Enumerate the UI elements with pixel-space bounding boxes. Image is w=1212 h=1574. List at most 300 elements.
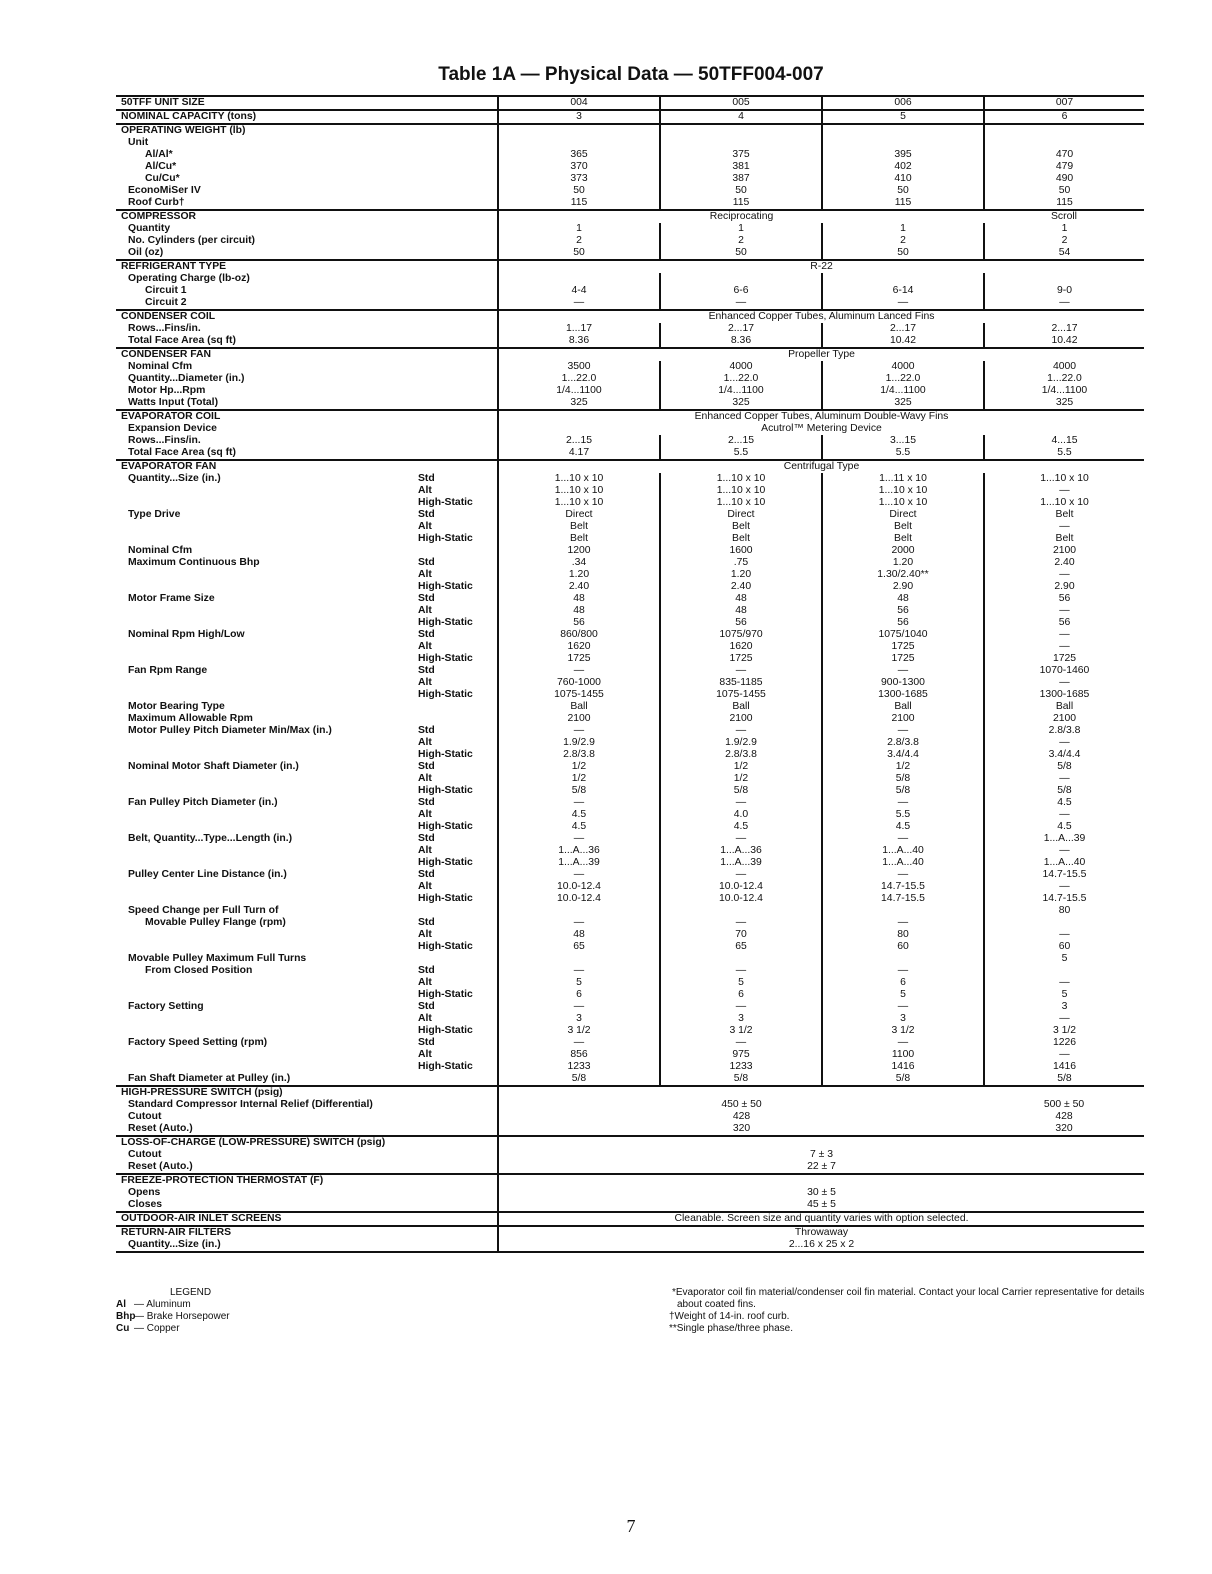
value-cell: 1/2 bbox=[822, 761, 984, 773]
row-label bbox=[116, 1111, 498, 1123]
value-cell: 48 bbox=[573, 605, 585, 616]
high-pressure-switch-group bbox=[116, 1086, 1144, 1136]
table-row bbox=[116, 197, 1144, 210]
row-label bbox=[116, 235, 498, 247]
span-value: 45 ± 5 bbox=[807, 1199, 836, 1210]
value-cell: 2.40 bbox=[984, 557, 1144, 569]
value-cell: 4.5 bbox=[571, 809, 587, 820]
variant-label: Alt bbox=[418, 845, 498, 857]
variant-label bbox=[418, 953, 498, 965]
variant-label: Std bbox=[418, 665, 498, 677]
value-cell: 2.8/3.8 bbox=[822, 737, 984, 749]
value-cell: Direct bbox=[822, 509, 984, 521]
value-cell: — bbox=[573, 917, 585, 928]
value-cell: 50 bbox=[822, 247, 984, 260]
value-cell: 1 bbox=[660, 223, 822, 235]
table-row bbox=[116, 713, 1144, 725]
value-cell: 5/8 bbox=[822, 1073, 984, 1086]
operating-weight-group bbox=[116, 124, 1144, 210]
row-label-text: Nominal Rpm High/Low bbox=[128, 629, 245, 640]
value-cell: 1070-1460 bbox=[984, 665, 1144, 677]
value-cell: 54 bbox=[984, 247, 1144, 260]
row-label bbox=[116, 809, 418, 821]
variant-label: Std bbox=[418, 557, 498, 569]
table-row bbox=[116, 1149, 1144, 1161]
row-label-text: Movable Pulley Flange (rpm) bbox=[145, 917, 286, 928]
value-cell: 115 bbox=[570, 197, 588, 208]
empty-cell bbox=[822, 273, 984, 285]
table-row bbox=[116, 297, 1144, 310]
value-cell: — bbox=[660, 965, 822, 977]
value-cell: 56 bbox=[660, 617, 822, 629]
value-cell: 370 bbox=[570, 161, 588, 172]
value-cell: 115 bbox=[984, 197, 1144, 210]
value-cell: 2.8/3.8 bbox=[563, 749, 595, 760]
row-label bbox=[116, 247, 498, 260]
row-label-text: Standard Compressor Internal Relief (Differential) bbox=[128, 1099, 373, 1110]
value-cell: 2100 bbox=[984, 545, 1144, 557]
row-label-text: Motor Hp...Rpm bbox=[128, 385, 206, 396]
table-row bbox=[116, 641, 1144, 653]
value-cell: 50 bbox=[822, 185, 984, 197]
value-cell: 4.5 bbox=[984, 821, 1144, 833]
value-cell: — bbox=[660, 797, 822, 809]
row-label-text: Cu/Cu* bbox=[145, 173, 180, 184]
value-cell: — bbox=[984, 809, 1144, 821]
table-row bbox=[116, 521, 1144, 533]
section-heading bbox=[116, 1086, 498, 1099]
value-cell: 4000 bbox=[660, 361, 822, 373]
compressor-type-007: Scroll bbox=[984, 210, 1144, 223]
row-label-text: OUTDOOR-AIR INLET SCREENS bbox=[121, 1213, 282, 1224]
compressor-group bbox=[116, 210, 1144, 260]
value-cell: Belt bbox=[660, 533, 822, 545]
variant-label: Std bbox=[418, 761, 498, 773]
section-row bbox=[116, 210, 1144, 223]
value-cell: 2 bbox=[576, 235, 582, 246]
row-label-text: EconoMiSer IV bbox=[128, 185, 201, 196]
value-cell: 975 bbox=[660, 1049, 822, 1061]
value-cell: 4.5 bbox=[822, 821, 984, 833]
value-cell: 1...10 x 10 bbox=[660, 485, 822, 497]
value-cell: — bbox=[660, 833, 822, 845]
legend-item bbox=[116, 1323, 230, 1335]
row-label bbox=[116, 833, 418, 845]
row-label-text: Oil (oz) bbox=[128, 247, 164, 258]
unit-size-label bbox=[116, 96, 498, 110]
row-label bbox=[116, 569, 418, 581]
row-label-text: Fan Rpm Range bbox=[128, 665, 208, 676]
row-label bbox=[116, 1061, 418, 1073]
value-cell: 1725 bbox=[567, 653, 591, 664]
row-label bbox=[116, 965, 418, 977]
row-label bbox=[116, 285, 498, 297]
value-cell: 56 bbox=[984, 593, 1144, 605]
variant-label: High-Static bbox=[418, 893, 498, 905]
value-cell: 387 bbox=[660, 173, 822, 185]
value-cell: 5 bbox=[576, 977, 582, 988]
value-cell: 6 bbox=[660, 989, 822, 1001]
span-value: Acutrol™ Metering Device bbox=[761, 423, 882, 434]
table-row bbox=[116, 557, 1144, 569]
value-cell: 3500 bbox=[567, 361, 591, 372]
value-cell: — bbox=[573, 1037, 585, 1048]
value-cell: 4000 bbox=[822, 361, 984, 373]
table-row bbox=[116, 1123, 1144, 1136]
value-cell: 2...15 bbox=[566, 435, 592, 446]
row-label-text: Cutout bbox=[128, 1149, 162, 1160]
table-row bbox=[116, 161, 1144, 173]
row-label-text: Motor Frame Size bbox=[128, 593, 215, 604]
row-label bbox=[116, 605, 418, 617]
value-cell bbox=[984, 917, 1144, 929]
value-cell bbox=[498, 953, 660, 965]
row-label-text: Fan Shaft Diameter at Pulley (in.) bbox=[128, 1073, 291, 1084]
table-row bbox=[116, 761, 1144, 773]
value-cell: 3 bbox=[660, 1013, 822, 1025]
row-label bbox=[116, 373, 498, 385]
capacity-group bbox=[116, 110, 1144, 124]
value-cell: — bbox=[660, 1001, 822, 1013]
row-label-text: REFRIGERANT TYPE bbox=[121, 261, 227, 272]
value-cell: 1233 bbox=[567, 1061, 591, 1072]
span-value: 30 ± 5 bbox=[807, 1187, 836, 1198]
row-label-text: Al/Cu* bbox=[145, 161, 177, 172]
value-cell: — bbox=[984, 485, 1144, 497]
section-row bbox=[116, 260, 1144, 273]
row-label bbox=[116, 110, 498, 124]
value-cell: — bbox=[822, 725, 984, 737]
table-row bbox=[116, 665, 1144, 677]
row-label-text: Rows...Fins/in. bbox=[128, 323, 201, 334]
value-cell: 5/8 bbox=[660, 1073, 822, 1086]
legend-title: LEGEND bbox=[170, 1287, 212, 1298]
row-label bbox=[116, 1049, 418, 1061]
value-cell: 402 bbox=[822, 161, 984, 173]
empty-cell bbox=[498, 137, 660, 149]
row-label bbox=[116, 749, 418, 761]
row-label bbox=[116, 641, 418, 653]
value-cell: 10.0-12.4 bbox=[557, 881, 601, 892]
value-cell: 2100 bbox=[660, 713, 822, 725]
row-label bbox=[116, 447, 498, 460]
section-heading bbox=[116, 410, 498, 423]
table-row bbox=[116, 905, 1144, 917]
value-cell: 490 bbox=[984, 173, 1144, 185]
row-label-text: Fan Pulley Pitch Diameter (in.) bbox=[128, 797, 278, 808]
empty-cell bbox=[822, 137, 984, 149]
section-heading bbox=[116, 1136, 498, 1149]
row-label bbox=[116, 297, 498, 310]
variant-label: Std bbox=[418, 833, 498, 845]
value-cell: — bbox=[822, 965, 984, 977]
value-cell: 56 bbox=[984, 617, 1144, 629]
value-cell: 65 bbox=[573, 941, 585, 952]
value-cell: 410 bbox=[822, 173, 984, 185]
section-row bbox=[116, 1174, 1144, 1187]
table-row bbox=[116, 497, 1144, 509]
value-cell: 60 bbox=[822, 941, 984, 953]
value-cell: — bbox=[660, 1037, 822, 1049]
row-label bbox=[116, 185, 498, 197]
row-label bbox=[116, 1239, 498, 1252]
row-label-text: Nominal Cfm bbox=[128, 545, 193, 556]
value-cell: 1300-1685 bbox=[984, 689, 1144, 701]
value-cell: 3...15 bbox=[822, 435, 984, 447]
row-label bbox=[116, 173, 498, 185]
row-label bbox=[116, 1013, 418, 1025]
value-cell: 2.90 bbox=[822, 581, 984, 593]
value-cell: 1...10 x 10 bbox=[554, 485, 604, 496]
value-cell bbox=[660, 905, 822, 917]
value-cell: 14.7-15.5 bbox=[984, 893, 1144, 905]
value-cell: 1.20 bbox=[568, 569, 590, 580]
value-cell: 900-1300 bbox=[822, 677, 984, 689]
variant-label: High-Static bbox=[418, 821, 498, 833]
value-cell: — bbox=[822, 1037, 984, 1049]
value-cell: 4000 bbox=[984, 361, 1144, 373]
value-cell: 1.9/2.9 bbox=[660, 737, 822, 749]
row-label-text: Expansion Device bbox=[128, 423, 217, 434]
value-cell: 3 bbox=[822, 1013, 984, 1025]
variant-label: High-Static bbox=[418, 497, 498, 509]
value-cell: 4 bbox=[660, 110, 822, 124]
table-row bbox=[116, 881, 1144, 893]
value-cell: 2.8/3.8 bbox=[984, 725, 1144, 737]
table-row bbox=[116, 701, 1144, 713]
row-label bbox=[116, 593, 418, 605]
value-cell: 395 bbox=[822, 149, 984, 161]
value-cell: — bbox=[822, 297, 984, 310]
table-row bbox=[116, 435, 1144, 447]
row-label-text: Rows...Fins/in. bbox=[128, 435, 201, 446]
table-row bbox=[116, 653, 1144, 665]
value-cell: — bbox=[573, 665, 585, 676]
variant-label: Std bbox=[418, 593, 498, 605]
row-label bbox=[116, 361, 498, 373]
span-value: Enhanced Copper Tubes, Aluminum Double-Wavy Fins bbox=[498, 410, 1144, 423]
row-label-text: RETURN-AIR FILTERS bbox=[121, 1227, 232, 1238]
empty-cell bbox=[498, 124, 660, 137]
footnote: *Evaporator coil fin material/condenser coil fin material. Contact your local Carrier representative for details about coated fins. bbox=[672, 1287, 1145, 1310]
value-cell: 1...10 x 10 bbox=[660, 473, 822, 485]
row-label-text: Factory Speed Setting (rpm) bbox=[128, 1037, 268, 1048]
row-label bbox=[116, 917, 418, 929]
value-cell: 365 bbox=[570, 149, 588, 160]
variant-label: High-Static bbox=[418, 785, 498, 797]
inlet-screens-group bbox=[116, 1212, 1144, 1226]
value-cell: 2.40 bbox=[660, 581, 822, 593]
row-label-text: HIGH-PRESSURE SWITCH (psig) bbox=[121, 1087, 283, 1098]
value-cell: 1...10 x 10 bbox=[822, 485, 984, 497]
table-row bbox=[116, 285, 1144, 297]
row-label-text: Reset (Auto.) bbox=[128, 1123, 193, 1134]
row-label bbox=[116, 929, 418, 941]
value-cell: 470 bbox=[984, 149, 1144, 161]
row-label bbox=[116, 557, 418, 569]
variant-label: High-Static bbox=[418, 653, 498, 665]
value-cell: 4...15 bbox=[984, 435, 1144, 447]
value-cell: 1075/1040 bbox=[822, 629, 984, 641]
value-cell: 5.5 bbox=[660, 447, 822, 460]
value-cell: 2...17 bbox=[984, 323, 1144, 335]
value-cell: — bbox=[573, 297, 585, 308]
variant-label: Alt bbox=[418, 569, 498, 581]
variant-label: Std bbox=[418, 509, 498, 521]
variant-label: Alt bbox=[418, 677, 498, 689]
footnote: **Single phase/three phase. bbox=[669, 1323, 793, 1334]
table-row bbox=[116, 247, 1144, 260]
value-cell: 1.20 bbox=[660, 569, 822, 581]
span-value: Reciprocating bbox=[498, 210, 984, 223]
value-cell bbox=[660, 953, 822, 965]
row-label bbox=[116, 1199, 498, 1212]
span-value: 450 ± 50 bbox=[721, 1099, 762, 1110]
value-cell: — bbox=[984, 641, 1144, 653]
value-cell: 1...10 x 10 bbox=[660, 497, 822, 509]
row-label bbox=[116, 149, 498, 161]
unit-size-column: 006 bbox=[822, 96, 984, 110]
value-cell: 48 bbox=[660, 605, 822, 617]
table-row bbox=[116, 989, 1144, 1001]
legend-key: Al bbox=[116, 1299, 126, 1310]
value-cell: 56 bbox=[573, 617, 585, 628]
value-cell: 50 bbox=[573, 185, 585, 196]
value-cell: 1...10 x 10 bbox=[984, 497, 1144, 509]
value-cell: — bbox=[822, 869, 984, 881]
value-cell: 3 1/2 bbox=[567, 1025, 591, 1036]
row-label-text: From Closed Position bbox=[145, 965, 253, 976]
variant-label: Alt bbox=[418, 977, 498, 989]
value-cell: — bbox=[984, 1013, 1144, 1025]
value-cell: 1...A...36 bbox=[660, 845, 822, 857]
row-label-text: OPERATING WEIGHT (lb) bbox=[121, 125, 246, 136]
legend-item bbox=[116, 1311, 230, 1323]
value-cell: — bbox=[822, 1001, 984, 1013]
section-heading bbox=[116, 348, 498, 361]
value-cell: 48 bbox=[573, 593, 585, 604]
value-cell: 4.5 bbox=[571, 821, 587, 832]
span-value: Centrifugal Type bbox=[498, 460, 1144, 473]
table-row bbox=[116, 335, 1144, 348]
table-row bbox=[116, 593, 1144, 605]
value-cell: 1 bbox=[576, 223, 582, 234]
value-cell: 2100 bbox=[567, 713, 591, 724]
table-row bbox=[116, 447, 1144, 460]
value-cell: 2...15 bbox=[660, 435, 822, 447]
value-cell: 5 bbox=[822, 110, 984, 124]
value-cell-007: 428 bbox=[1055, 1111, 1073, 1122]
value-cell: 325 bbox=[822, 397, 984, 410]
section-heading bbox=[116, 1226, 498, 1239]
table-row bbox=[116, 235, 1144, 247]
value-cell: 3.4/4.4 bbox=[984, 749, 1144, 761]
value-cell: — bbox=[660, 869, 822, 881]
value-cell: 3 1/2 bbox=[660, 1025, 822, 1037]
unit-size-column: 004 bbox=[498, 96, 660, 110]
value-cell: 1620 bbox=[567, 641, 591, 652]
value-cell: — bbox=[822, 797, 984, 809]
table-row bbox=[116, 223, 1144, 235]
value-cell: 5/8 bbox=[571, 1073, 587, 1084]
row-label bbox=[116, 423, 498, 435]
table-row bbox=[116, 1037, 1144, 1049]
table-row bbox=[116, 533, 1144, 545]
row-label bbox=[116, 273, 498, 285]
span-value: Cleanable. Screen size and quantity varies with option selected. bbox=[498, 1212, 1144, 1226]
value-cell bbox=[984, 965, 1144, 977]
legend-key: Bhp bbox=[116, 1311, 136, 1322]
variant-label: Std bbox=[418, 473, 498, 485]
value-cell: — bbox=[984, 929, 1144, 941]
value-cell: 1/2 bbox=[660, 761, 822, 773]
value-cell: 56 bbox=[822, 617, 984, 629]
table-row bbox=[116, 1239, 1144, 1252]
row-label bbox=[116, 869, 418, 881]
value-cell: 856 bbox=[570, 1049, 588, 1060]
row-label-text: LOSS-OF-CHARGE (LOW-PRESSURE) SWITCH (psig) bbox=[121, 1137, 386, 1148]
value-cell: Ball bbox=[570, 701, 588, 712]
variant-label bbox=[418, 713, 498, 725]
value-cell: — bbox=[984, 881, 1144, 893]
freeze-protection-group bbox=[116, 1174, 1144, 1212]
value-cell: 3 bbox=[984, 1001, 1144, 1013]
row-label bbox=[116, 1001, 418, 1013]
row-label-text: FREEZE-PROTECTION THERMOSTAT (F) bbox=[121, 1175, 324, 1186]
header-group bbox=[116, 96, 1144, 110]
empty-cell bbox=[660, 273, 822, 285]
section-heading bbox=[116, 124, 498, 137]
footnotes bbox=[669, 1287, 1149, 1335]
row-label-text: Total Face Area (sq ft) bbox=[128, 335, 236, 346]
value-cell: 10.42 bbox=[822, 335, 984, 348]
value-cell: 48 bbox=[822, 593, 984, 605]
table-row bbox=[116, 845, 1144, 857]
evaporator-fan-group bbox=[116, 460, 1144, 1086]
value-cell: 2 bbox=[660, 235, 822, 247]
value-cell: 5/8 bbox=[822, 785, 984, 797]
row-label bbox=[116, 473, 418, 485]
legend-key: Cu bbox=[116, 1323, 130, 1334]
value-cell: 1...10 x 10 bbox=[984, 473, 1144, 485]
row-label bbox=[116, 161, 498, 173]
value-cell: 325 bbox=[570, 397, 588, 408]
value-cell: 60 bbox=[984, 941, 1144, 953]
value-cell: 3 bbox=[576, 1013, 582, 1024]
row-label bbox=[116, 497, 418, 509]
capacity-row bbox=[116, 110, 1144, 124]
row-label bbox=[116, 941, 418, 953]
value-cell: 70 bbox=[660, 929, 822, 941]
value-cell: 5/8 bbox=[984, 785, 1144, 797]
value-cell: — bbox=[984, 569, 1144, 581]
row-label-text: COMPRESSOR bbox=[121, 211, 197, 222]
value-cell: 1725 bbox=[822, 641, 984, 653]
row-label-text: Opens bbox=[128, 1187, 161, 1198]
row-label-text: Circuit 2 bbox=[145, 297, 187, 308]
row-label bbox=[116, 223, 498, 235]
span-value: R-22 bbox=[498, 260, 1144, 273]
value-cell: 4.5 bbox=[984, 797, 1144, 809]
row-label-text: EVAPORATOR COIL bbox=[121, 411, 221, 422]
page-number: 7 bbox=[626, 1516, 636, 1536]
legend-desc: — Copper bbox=[134, 1323, 180, 1334]
value-cell: Direct bbox=[660, 509, 822, 521]
table-row bbox=[116, 977, 1144, 989]
table-row bbox=[116, 581, 1144, 593]
value-cell: 50 bbox=[660, 185, 822, 197]
value-cell: 1...17 bbox=[566, 323, 592, 334]
